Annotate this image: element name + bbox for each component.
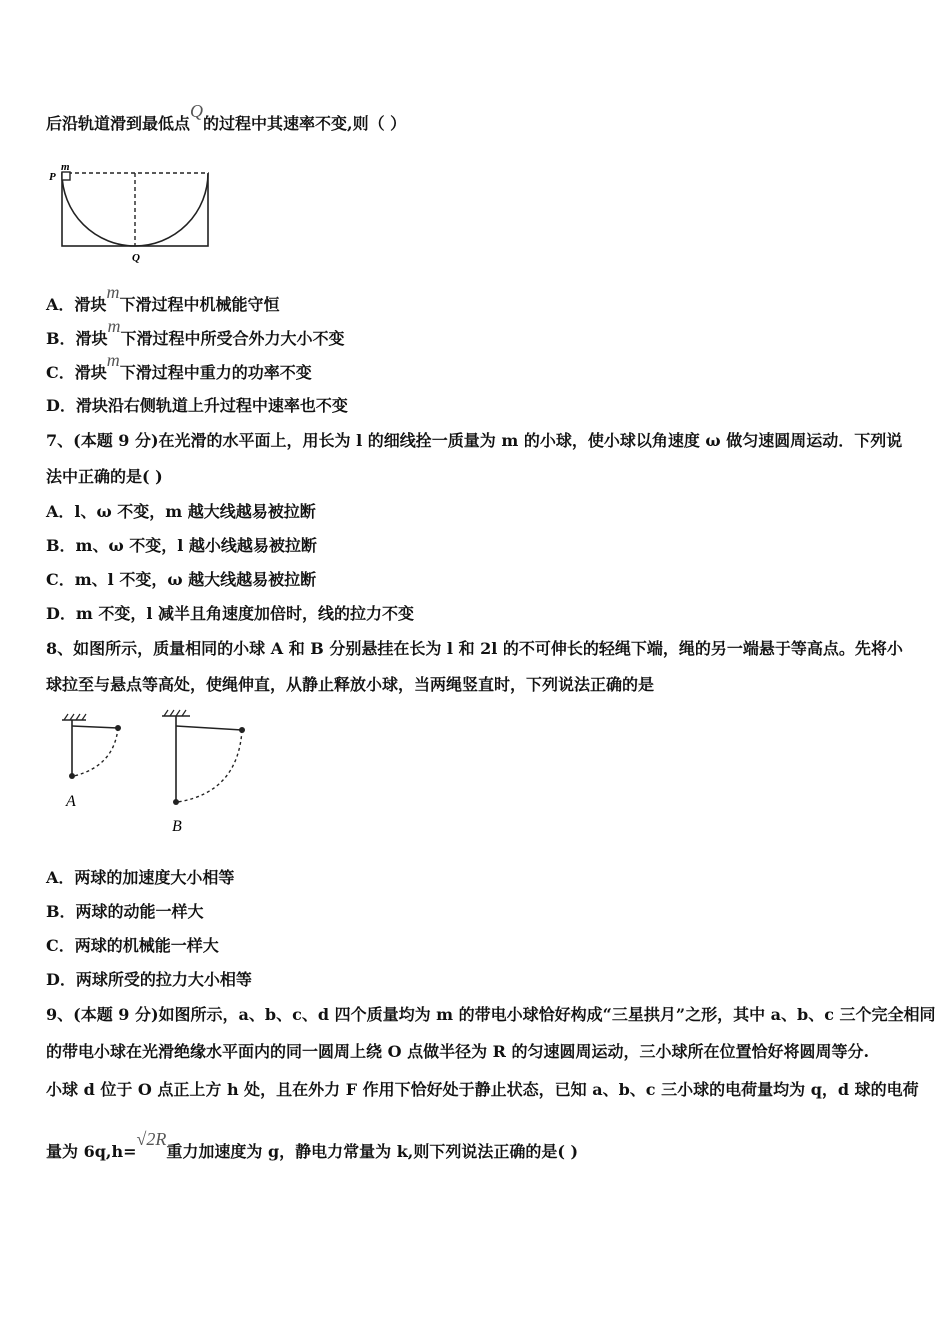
question-9-stem-line-2: 的带电小球在光滑绝缘水平面内的同一圆周上绕 O 点做半径为 R 的匀速圆周运动，三小球所在位置恰好将圆周等分. <box>46 1042 870 1061</box>
option-text: 滑块沿右侧轨道上升过程中速率也不变 <box>75 396 348 415</box>
option-letter: A． <box>46 868 75 887</box>
question-6-stem <box>46 101 910 135</box>
label-b: B <box>172 818 182 835</box>
option-letter: A． <box>46 295 75 314</box>
bowl-track-diagram <box>46 158 226 268</box>
bowl-track-figure <box>46 158 226 272</box>
question-number: 8、 <box>46 639 74 658</box>
option-text: l、ω 不变，m 越大线越易被拉断 <box>74 502 316 521</box>
option-text: 滑块 <box>75 329 108 348</box>
formula-h: √2R <box>136 1129 167 1149</box>
path-a <box>74 728 118 776</box>
option-a <box>46 867 910 889</box>
ball-a <box>69 773 75 779</box>
option-b <box>46 901 910 923</box>
option-letter: C． <box>46 363 75 382</box>
option-letter: B． <box>46 902 76 921</box>
question-9-stem-line-3: 小球 d 位于 O 点正上方 h 处，且在外力 F 作用下恰好处于静止状态，已知 a、b、c 三小球的电荷量均为 q，d 球的电荷 <box>46 1080 919 1099</box>
pendulum-b <box>162 710 245 835</box>
option-letter: D． <box>46 396 76 415</box>
option-text: m、l 不变，ω 越大线越易被拉断 <box>74 570 317 589</box>
question-7-stem-line-1 <box>46 430 910 452</box>
option-letter: D． <box>46 970 76 989</box>
option-c <box>46 935 910 957</box>
label-q: Q <box>132 252 140 264</box>
option-text: m、ω 不变，l 越小线越易被拉断 <box>75 536 317 555</box>
option-letter: B． <box>46 536 76 555</box>
question-9-stem-line-1 <box>46 1004 936 1026</box>
option-a <box>46 282 910 316</box>
option-d <box>46 603 910 625</box>
question-7-stem-line-2: 法中正确的是( ) <box>46 467 163 486</box>
option-letter: C． <box>46 570 75 589</box>
option-text: 下滑过程中所受合外力大小不变 <box>120 329 345 348</box>
stem-text: 后沿轨道滑到最低点 <box>46 114 191 133</box>
question-number: 9、 <box>46 1005 74 1024</box>
pendulum-diagram <box>52 706 262 841</box>
question-number: 7、 <box>46 431 74 450</box>
stem-text: (本题 9 分)在光滑的水平面上，用长为 l 的细线拴一质量为 m 的小球，使小球以角速度 ω 做匀速圆周运动．下列说 <box>73 431 903 450</box>
option-text: m 不变，l 减半且角速度加倍时，线的拉力不变 <box>75 604 415 623</box>
option-text: 两球的加速度大小相等 <box>74 868 235 887</box>
question-8-stem-line-1 <box>46 638 910 660</box>
option-a <box>46 501 910 523</box>
var-m: m <box>106 282 120 302</box>
option-text: 下滑过程中机械能守恒 <box>119 295 280 314</box>
label-p: P <box>49 171 56 183</box>
var-m: m <box>107 316 121 336</box>
option-text: 两球所受的拉力大小相等 <box>75 970 252 989</box>
ball-b <box>173 799 179 805</box>
option-d <box>46 395 910 417</box>
point-q-symbol: Q <box>190 101 204 121</box>
rope-a-horizontal <box>72 726 118 728</box>
option-text: 滑块 <box>74 295 107 314</box>
question-9-stem-line-4 <box>46 1129 910 1163</box>
option-b <box>46 316 910 350</box>
option-text: 两球的动能一样大 <box>75 902 204 921</box>
label-a: A <box>66 793 76 810</box>
option-letter: B． <box>46 329 76 348</box>
option-letter: D． <box>46 604 76 623</box>
var-m: m <box>106 350 120 370</box>
option-d <box>46 969 910 991</box>
question-8-stem-line-2: 球拉至与悬点等高处，使绳伸直，从静止释放小球，当两绳竖直时，下列说法正确的是 <box>46 675 655 694</box>
option-letter: C． <box>46 936 75 955</box>
option-c <box>46 350 910 384</box>
option-text: 下滑过程中重力的功率不变 <box>119 363 312 382</box>
stem-text: 量为 6q,h= <box>46 1142 137 1161</box>
pendulum-figure <box>52 706 262 845</box>
option-letter: A． <box>46 502 75 521</box>
rope-b-horizontal <box>176 726 242 730</box>
path-b <box>178 730 242 802</box>
stem-text: (本题 9 分)如图所示，a、b、c、d 四个质量均为 m 的带电小球恰好构成“三星拱月”之形，其中 a、b、c 三个完全相同 <box>73 1005 936 1024</box>
option-text: 滑块 <box>74 363 107 382</box>
stem-text: 的过程中其速率不变,则（ ） <box>203 114 407 133</box>
stem-text: 如图所示，质量相同的小球 A 和 B 分别悬挂在长为 l 和 2l 的不可伸长的轻绳下端，绳的另一端悬于等高点。先将小 <box>73 639 903 658</box>
stem-text: 重力加速度为 g，静电力常量为 k,则下列说法正确的是( ) <box>166 1142 579 1161</box>
option-c <box>46 569 910 591</box>
option-text: 两球的机械能一样大 <box>74 936 219 955</box>
pendulum-a <box>62 714 121 810</box>
option-b <box>46 535 910 557</box>
label-m: m <box>61 161 70 173</box>
slider-block <box>62 172 70 180</box>
